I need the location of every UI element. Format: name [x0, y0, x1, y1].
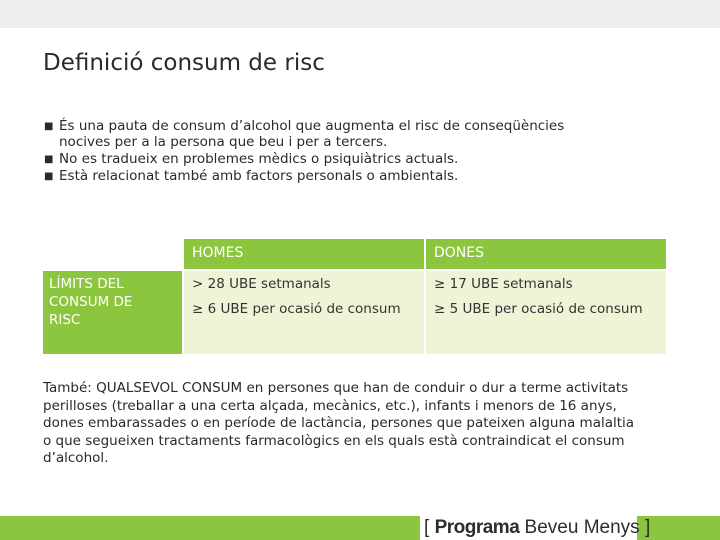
logo-open-bracket: [ — [424, 517, 430, 538]
row-label-line: LÍMITS DEL — [49, 276, 124, 292]
note-line: d’alcohol. — [43, 450, 109, 467]
header-homes: HOMES — [184, 239, 424, 269]
cell-dones — [426, 271, 666, 354]
dones-weekly: ≥ 17 UBE setmanals — [434, 276, 573, 292]
note-paragraph — [43, 380, 683, 468]
dones-per-occasion: ≥ 5 UBE per ocasió de consum — [434, 301, 643, 317]
note-line: dones embarassades o en període de lactància, persones que pateixen alguna malaltia — [43, 415, 635, 432]
note-line: o que segueixen tractaments farmacològics en els quals està contraindicat el consum — [43, 432, 625, 449]
bullet-text-line: Està relacionat també amb factors personals o ambientals. — [59, 168, 459, 184]
bullet-text-line: nocives per a la persona que beu i per a tercers. — [59, 134, 388, 150]
row-label-limits — [43, 271, 182, 354]
bullet-square-icon: ■ — [44, 154, 54, 165]
homes-per-occasion: ≥ 6 UBE per ocasió de consum — [192, 301, 401, 317]
programa-beveu-menys-logo — [420, 516, 651, 540]
bullet-item — [44, 118, 694, 150]
limits-table — [43, 239, 666, 354]
bullet-square-icon: ■ — [44, 171, 54, 182]
bullet-list — [44, 118, 694, 185]
homes-weekly: > 28 UBE setmanals — [192, 276, 331, 292]
bullet-item — [44, 168, 694, 184]
bullet-text-line: És una pauta de consum d’alcohol que augmenta el risc de conseqüències — [59, 118, 565, 134]
logo-word-programa: Programa — [434, 517, 520, 538]
slide-title: Definició consum de risc — [43, 50, 325, 76]
row-label-line: RISC — [49, 312, 81, 328]
note-line: perilloses (treballar a una certa alçada, mecànics, etc.), infants i menors de 16 anys, — [43, 397, 617, 414]
row-label-line: CONSUM DE — [49, 294, 133, 310]
top-band — [0, 0, 720, 28]
bullet-text-line: No es tradueix en problemes mèdics o psiquiàtrics actuals. — [59, 151, 459, 167]
cell-homes — [184, 271, 424, 354]
note-line: També: QUALSEVOL CONSUM en persones que han de conduir o dur a terme activitats — [43, 380, 629, 396]
logo-word-beveu-menys: Beveu Menys — [524, 517, 640, 538]
logo-close-bracket: ] — [644, 517, 651, 538]
header-dones: DONES — [426, 239, 666, 269]
bullet-item — [44, 151, 694, 167]
bullet-square-icon: ■ — [44, 121, 54, 132]
